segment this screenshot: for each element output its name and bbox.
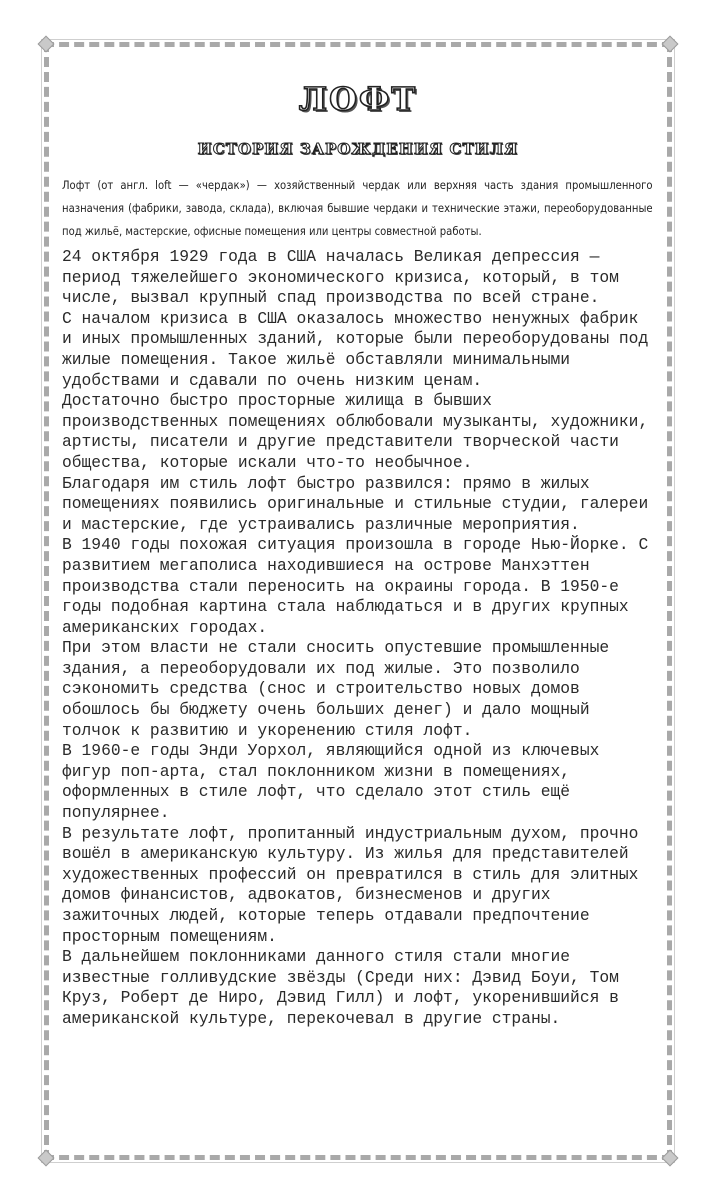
paragraph: В результате лофт, пропитанный индустриальным духом, прочно вошёл в американскую культуру. Из жилья для представителей художественных профессий он превратился в стиль для элитных домов финансистов, адвокатов, бизнесменов и других зажиточных людей, которые теперь отдавали предпочтение просторным помещениям.	[62, 823, 639, 946]
paragraph: Благодаря им стиль лофт быстро развился: прямо в жилых помещениях появились оригинальные и стильные студии, галереи и мастерские, где устраивались различные мероприятия.	[62, 473, 649, 534]
page-subtitle: ИСТОРИЯ ЗАРОЖДЕНИЯ СТИЛЯ	[197, 140, 519, 158]
paragraph: С началом кризиса в США оказалось множество ненужных фабрик и иных промышленных зданий, которые были переоборудованы под жилые помещения. Такое жильё обставляли минимальными удобствами и сдавали по очень низким ценам.	[62, 308, 649, 390]
intro-definition: Лофт (от англ. loft — «чердак») — хозяйственный чердак или верхняя часть здания промышленного назначения (фабрики, завода, склада), включая бывшие чердаки и технические этажи, переоборудованные под жильё, мастерские, офисные помещения или центры совместной работы.	[62, 178, 653, 238]
page-title: ЛОФТ	[298, 80, 418, 118]
paragraph: При этом власти не стали сносить опустевшие промышленные здания, а переоборудовали их под жилые. Это позволило сэкономить средства (снос и строительство новых домов обошлось бы бюджету очень больших денег) и дало мощный толчок к развитию и укоренению стиля лофт.	[62, 638, 610, 740]
paragraph: 24 октября 1929 года в США началась Великая депрессия — период тяжелейшего экономического кризиса, который, в том числе, вызвал крупный спад производства по всей стране.	[62, 247, 619, 308]
paragraph: Достаточно быстро просторные жилища в бывших производственных помещениях облюбовали музыканты, художники, артисты, писатели и другие представители творческой части общества, которые искали что-то необычное.	[62, 391, 649, 472]
paragraph: В 1960-е годы Энди Уорхол, являющийся одной из ключевых фигур поп-арта, стал поклонником жизни в помещениях, оформленных в стиле лофт, что сделало этот стиль ещё популярнее.	[62, 741, 600, 823]
document-body	[62, 80, 654, 1150]
paragraph: В дальнейшем поклонниками данного стиля стали многие известные голливудские звёзды (Среди них: Дэвид Боуи, Том Круз, Роберт де Ниро, Дэвид Гилл) и лофт, укоренившийся в американской культуре, перекочевал в другие страны.	[62, 947, 619, 1028]
paragraph: В 1940 годы похожая ситуация произошла в городе Нью-Йорке. С развитием мегаполиса находившиеся на острове Манхэттен производства стали переносить на окраины города. В 1950-е годы подобная картина стала наблюдаться и в других крупных американских городах.	[62, 535, 649, 637]
